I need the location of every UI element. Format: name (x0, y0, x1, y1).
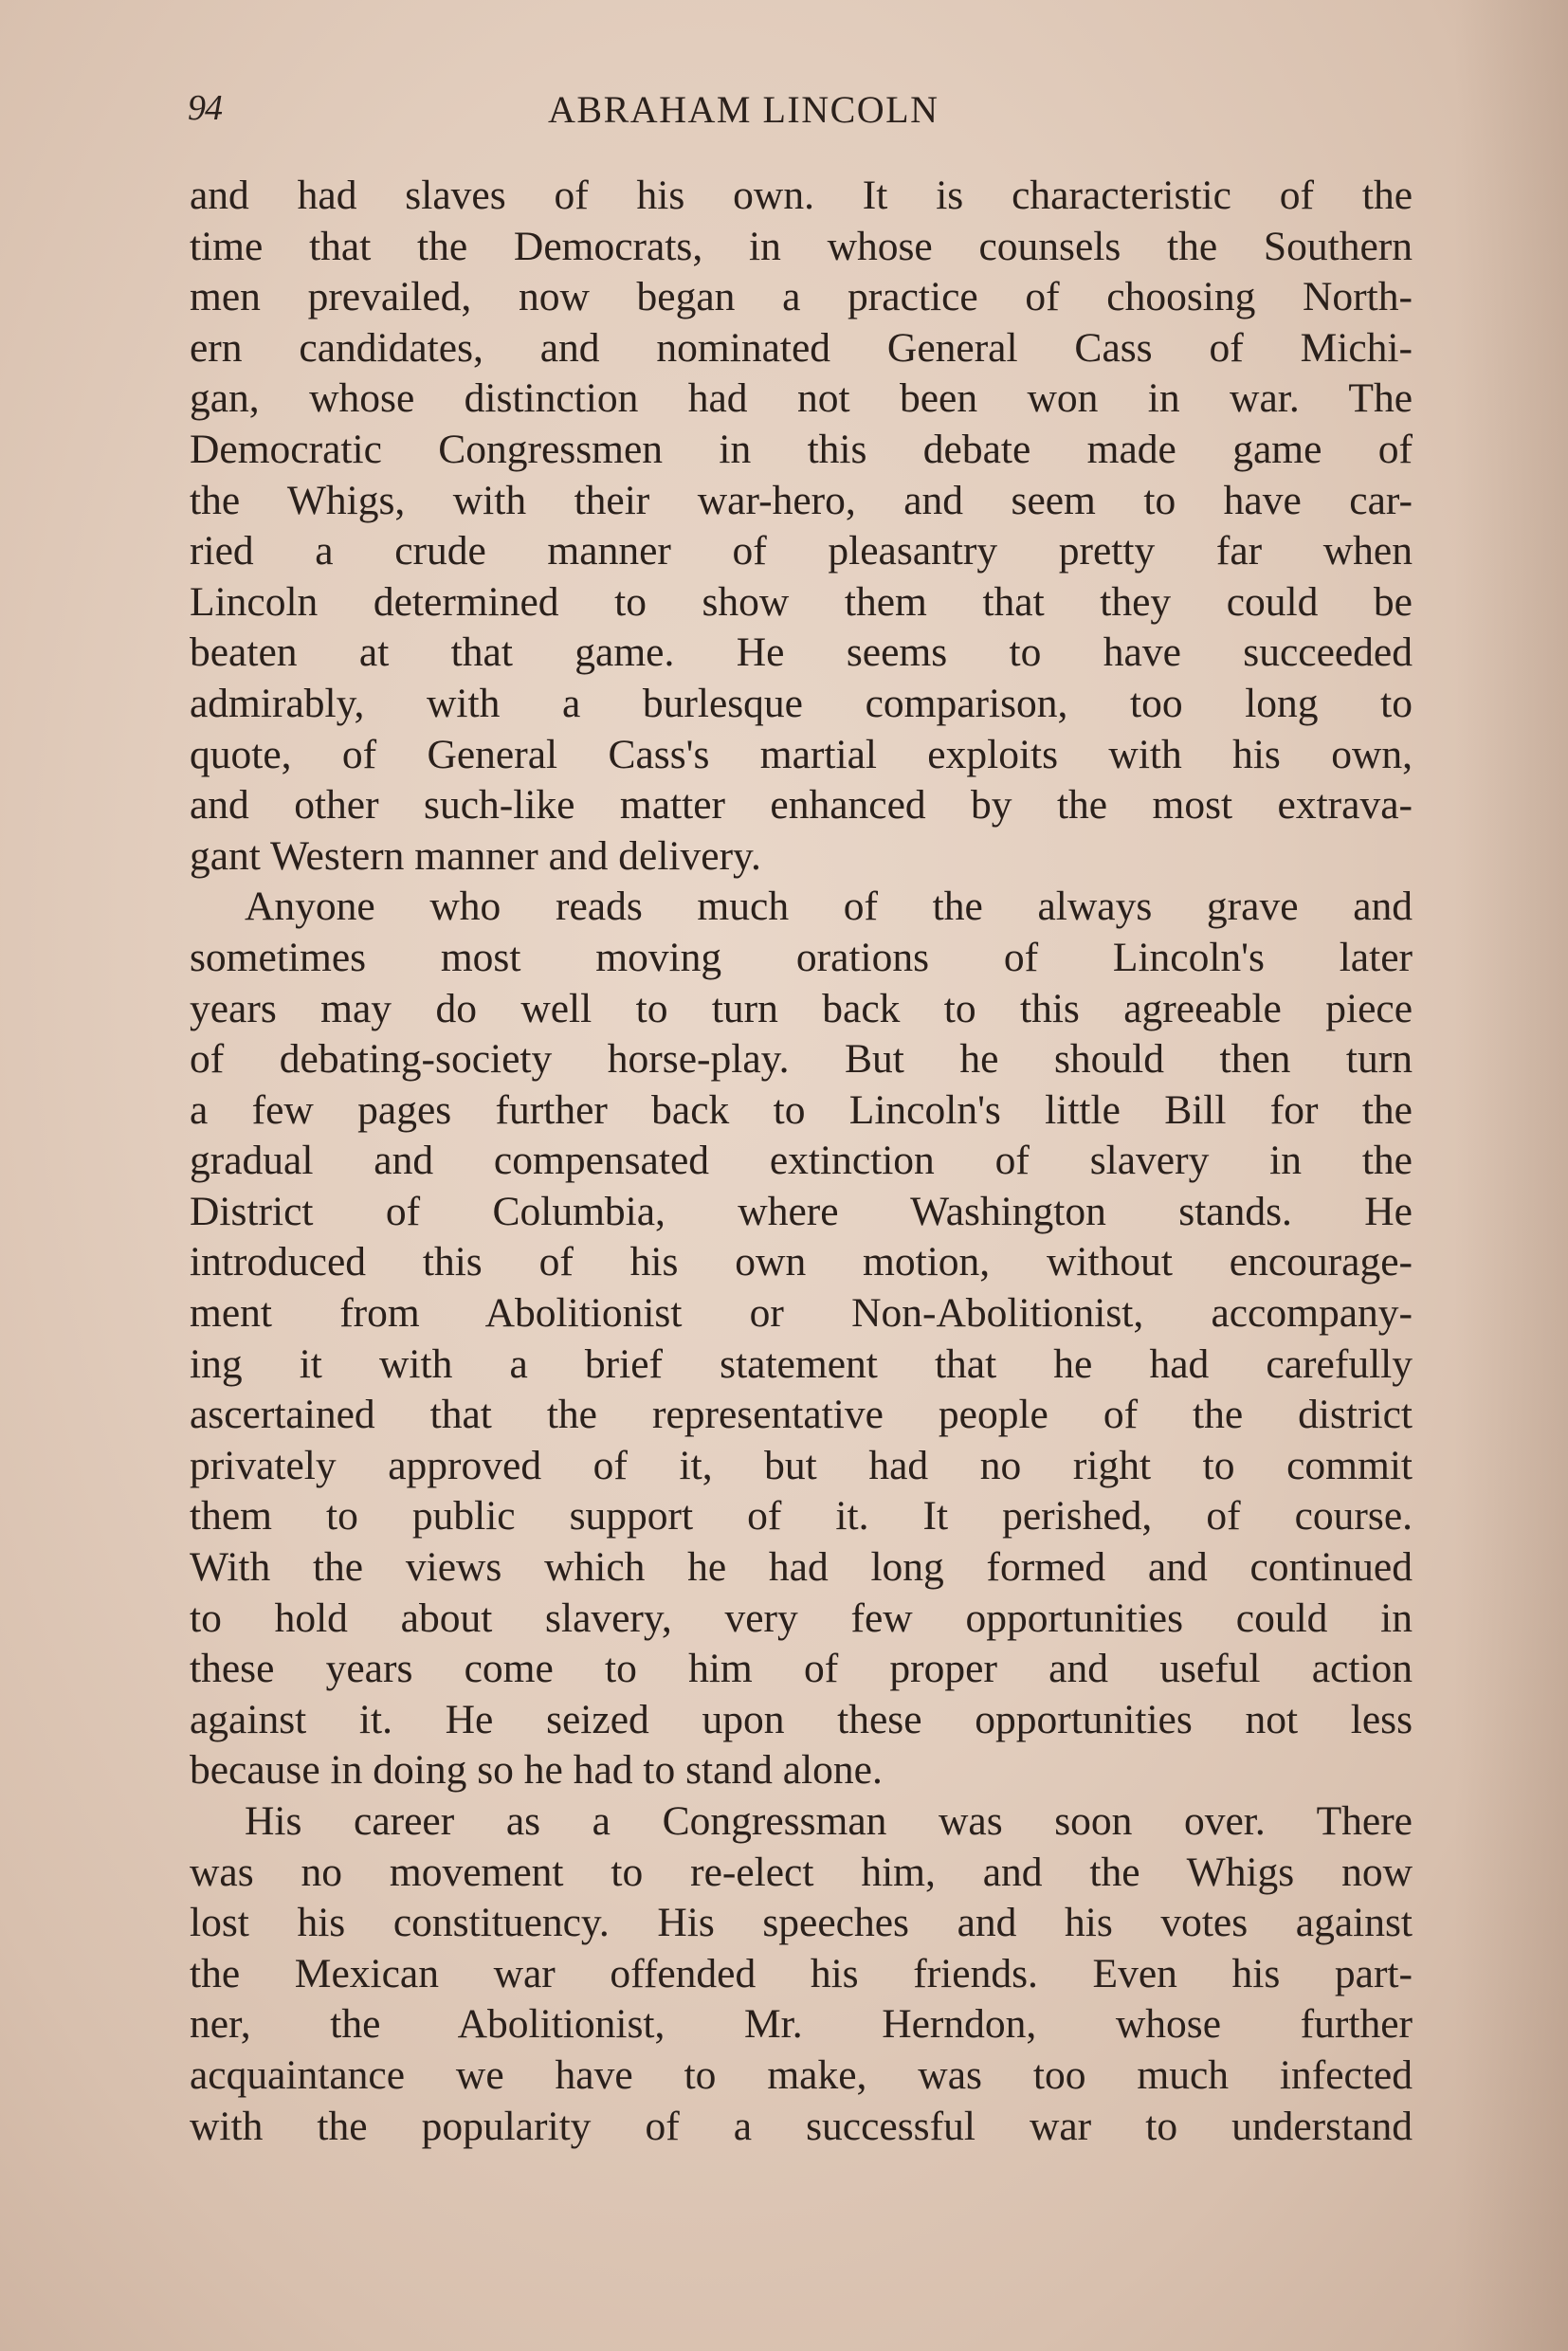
paragraph-2 (190, 882, 1413, 1796)
text-line: time that the Democrats, in whose counsels the Southern (190, 223, 1413, 269)
paragraph-3 (190, 1796, 1413, 2152)
text-line: quote, of General Cass's martial exploits with his own, (190, 731, 1413, 777)
text-line: ner, the Abolitionist, Mr. Herndon, whose further (190, 2001, 1413, 2048)
text-line: and other such-like matter enhanced by the most extrava- (190, 782, 1413, 829)
running-head: ABRAHAM LINCOLN (548, 88, 939, 131)
text-line: With the views which he had long formed and continued (190, 1544, 1413, 1591)
text-line: beaten at that game. He seems to have succeeded (190, 629, 1413, 676)
page-number: 94 (188, 88, 222, 128)
text-line: of debating-society horse-play. But he should then turn (190, 1036, 1413, 1083)
page-header (188, 87, 1420, 144)
text-line: ried a crude manner of pleasantry pretty far when (190, 528, 1413, 574)
text-line: admirably, with a burlesque comparison, too long to (190, 680, 1413, 726)
text-line: and had slaves of his own. It is characteristic of the (190, 173, 1413, 218)
text-line: privately approved of it, but had no right to commit (190, 1442, 1413, 1488)
text-line: was no movement to re-elect him, and the Whigs now (190, 1849, 1413, 1895)
text-line: these years come to him of proper and useful action (190, 1646, 1413, 1692)
text-line: gant Western manner and delivery. (190, 832, 761, 879)
text-line: because in doing so he had to stand alone. (190, 1747, 883, 1794)
text-line: to hold about slavery, very few opportunities could in (190, 1595, 1413, 1641)
text-line: Democratic Congressmen in this debate made game of (190, 426, 1413, 472)
text-line: ern candidates, and nominated General Cass of Michi- (190, 324, 1413, 371)
text-line: men prevailed, now began a practice of choosing North- (190, 274, 1413, 320)
text-line: Anyone who reads much of the always grave and (245, 884, 1413, 930)
text-line: the Whigs, with their war-hero, and seem to have car- (190, 477, 1413, 523)
text-line: Lincoln determined to show them that they could be (190, 578, 1413, 625)
text-line: acquaintance we have to make, was too much infected (190, 2051, 1413, 2098)
text-line: gradual and compensated extinction of slavery in the (190, 1138, 1413, 1184)
text-line: against it. He seized upon these opportunities not less (190, 1696, 1413, 1742)
text-line: lost his constituency. His speeches and his votes against (190, 1900, 1413, 1946)
text-line: ing it with a brief statement that he had carefully (190, 1340, 1413, 1387)
text-line: introduced this of his own motion, without encourage- (190, 1239, 1413, 1285)
text-line: ment from Abolitionist or Non-Abolitionist, accompany- (190, 1290, 1413, 1337)
text-line: a few pages further back to Lincoln's little Bill for the (190, 1086, 1413, 1133)
text-line: years may do well to turn back to this agreeable piece (190, 985, 1413, 1031)
text-line: gan, whose distinction had not been won in war. The (190, 375, 1413, 422)
text-line: District of Columbia, where Washington stands. He (190, 1188, 1413, 1234)
text-line: with the popularity of a successful war to understand (190, 2103, 1413, 2149)
page-edge-shadow (1454, 0, 1568, 2351)
text-line: them to public support of it. It perished, of course. (190, 1493, 1413, 1540)
text-line: His career as a Congressman was soon over. There (245, 1798, 1413, 1844)
text-line: sometimes most moving orations of Lincoln's later (190, 934, 1413, 980)
body-text (190, 171, 1413, 2152)
text-line: ascertained that the representative people of the district (190, 1392, 1413, 1438)
text-line: the Mexican war offended his friends. Even his part- (190, 1950, 1413, 1996)
paragraph-1 (190, 171, 1413, 882)
